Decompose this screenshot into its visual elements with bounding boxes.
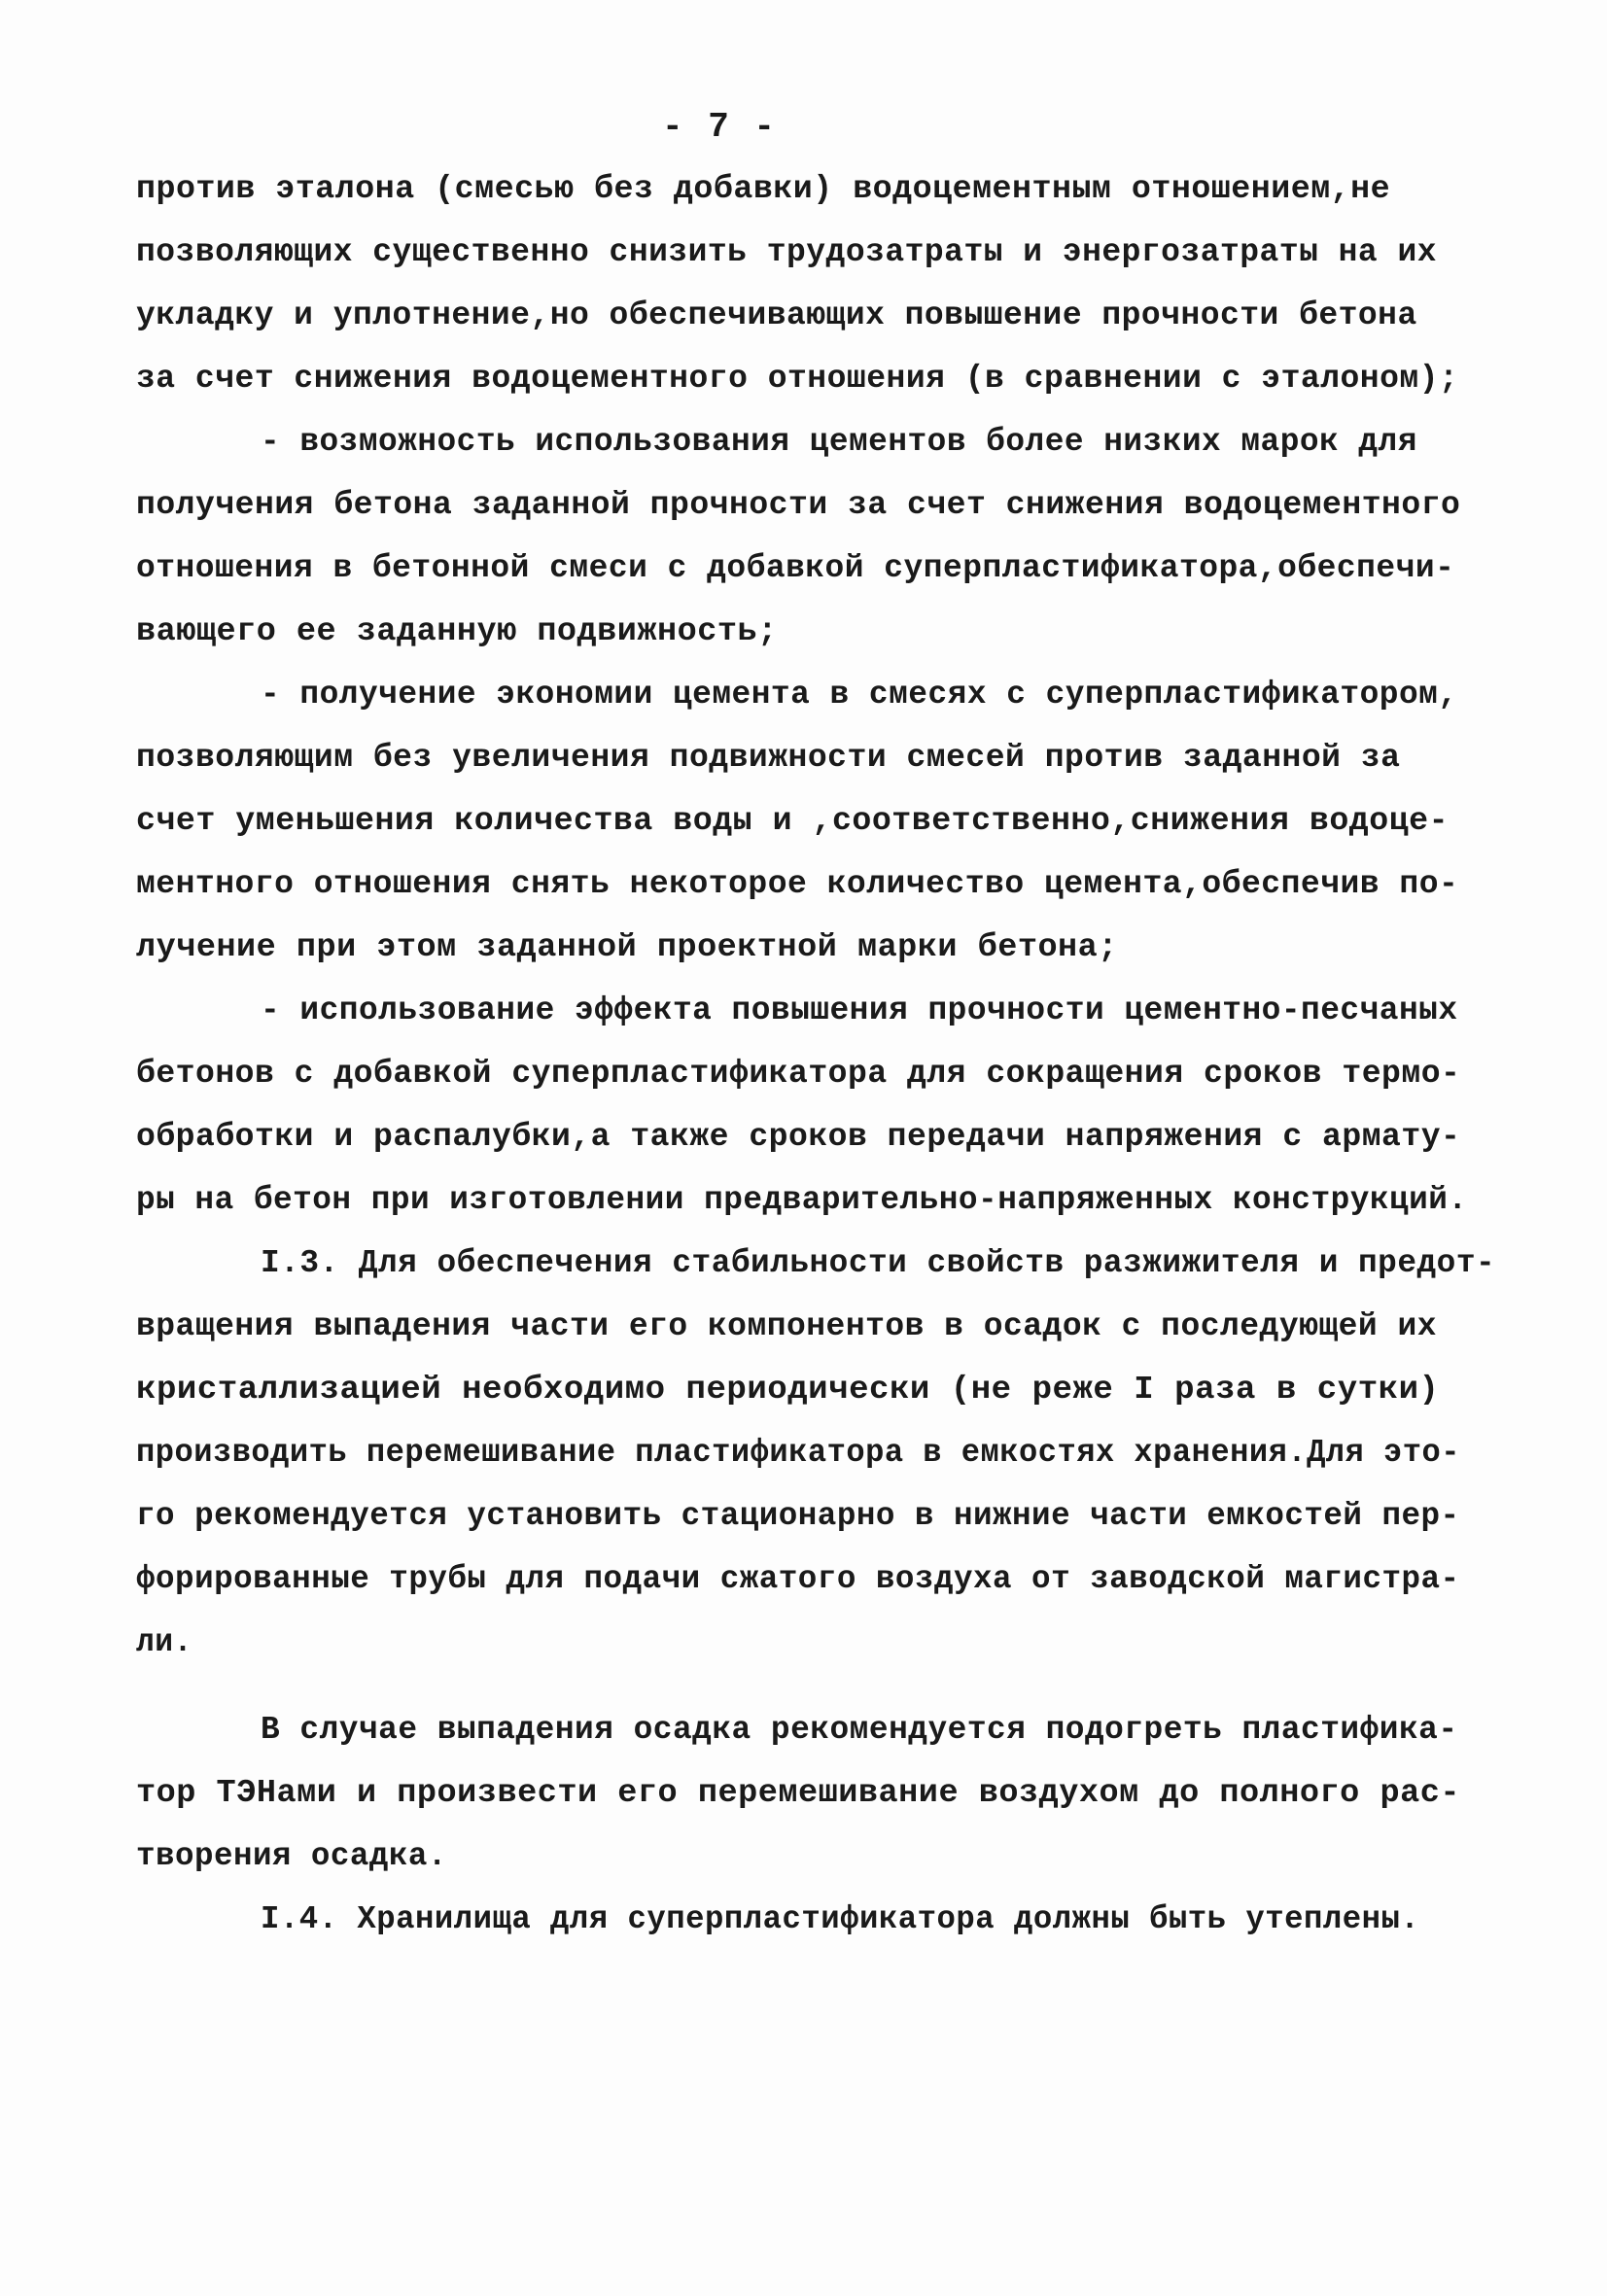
text-line: отношения в бетонной смеси с добавкой суперпластификатора,обеспечи- <box>136 550 1455 586</box>
text-line: - возможность использования цементов более низких марок для <box>261 424 1417 460</box>
text-line: вающего ее заданную подвижность; <box>136 613 778 649</box>
text-line: счет уменьшения количества воды и ,соответственно,снижения водоце- <box>136 803 1450 839</box>
text-line: позволяющих существенно снизить трудозатраты и энергозатраты на их <box>136 234 1438 270</box>
text-line: I.4. Хранилища для суперпластификатора должны быть утеплены. <box>261 1901 1420 1937</box>
text-line: - использование эффекта повышения прочности цементно-песчаных <box>261 992 1458 1028</box>
text-line: тор ТЭНами и произвести его перемешивание воздухом до полного рас- <box>136 1775 1460 1811</box>
text-line: укладку и уплотнение,но обеспечивающих повышение прочности бетона <box>136 297 1417 333</box>
text-line: ры на бетон при изготовлении предварительно-напряженных конструкций. <box>136 1182 1468 1218</box>
text-line: I.3. Для обеспечения стабильности свойств разжижителя и предот- <box>261 1245 1496 1281</box>
text-line: вращения выпадения части его компонентов в осадок с последующей их <box>136 1308 1438 1344</box>
text-line: го рекомендуется установить стационарно в нижние части емкостей пер- <box>136 1498 1460 1534</box>
text-line: ментного отношения снять некоторое количество цемента,обеспечив по- <box>136 866 1459 902</box>
text-line: творения осадка. <box>136 1838 447 1874</box>
text-line: позволяющим без увеличения подвижности смесей против заданной за <box>136 740 1401 776</box>
text-line: - получение экономии цемента в смесях с суперпластификатором, <box>261 677 1458 713</box>
text-line: кристаллизацией необходимо периодически (не реже I раза в сутки) <box>136 1372 1440 1408</box>
text-line: против эталона (смесью без добавки) водоцементным отношением,не <box>136 171 1391 207</box>
text-line: бетонов с добавкой суперпластификатора для сокращения сроков термо- <box>136 1056 1461 1092</box>
text-line: за счет снижения водоцементного отношения (в сравнении с эталоном); <box>136 361 1459 397</box>
text-line: ли. <box>136 1624 192 1660</box>
text-line: лучение при этом заданной проектной марки бетона; <box>136 929 1118 965</box>
page-number: - 7 - <box>661 107 778 147</box>
text-line: В случае выпадения осадка рекомендуется подогреть пластифика- <box>261 1712 1458 1748</box>
text-line: форированные трубы для подачи сжатого воздуха от заводской магистра- <box>136 1561 1460 1597</box>
text-line: производить перемешивание пластификатора в емкостях хранения.Для это- <box>136 1435 1460 1471</box>
text-line: получения бетона заданной прочности за счет снижения водоцементного <box>136 487 1461 523</box>
text-line: обработки и распалубки,а также сроков передачи напряжения с армату- <box>136 1119 1461 1155</box>
